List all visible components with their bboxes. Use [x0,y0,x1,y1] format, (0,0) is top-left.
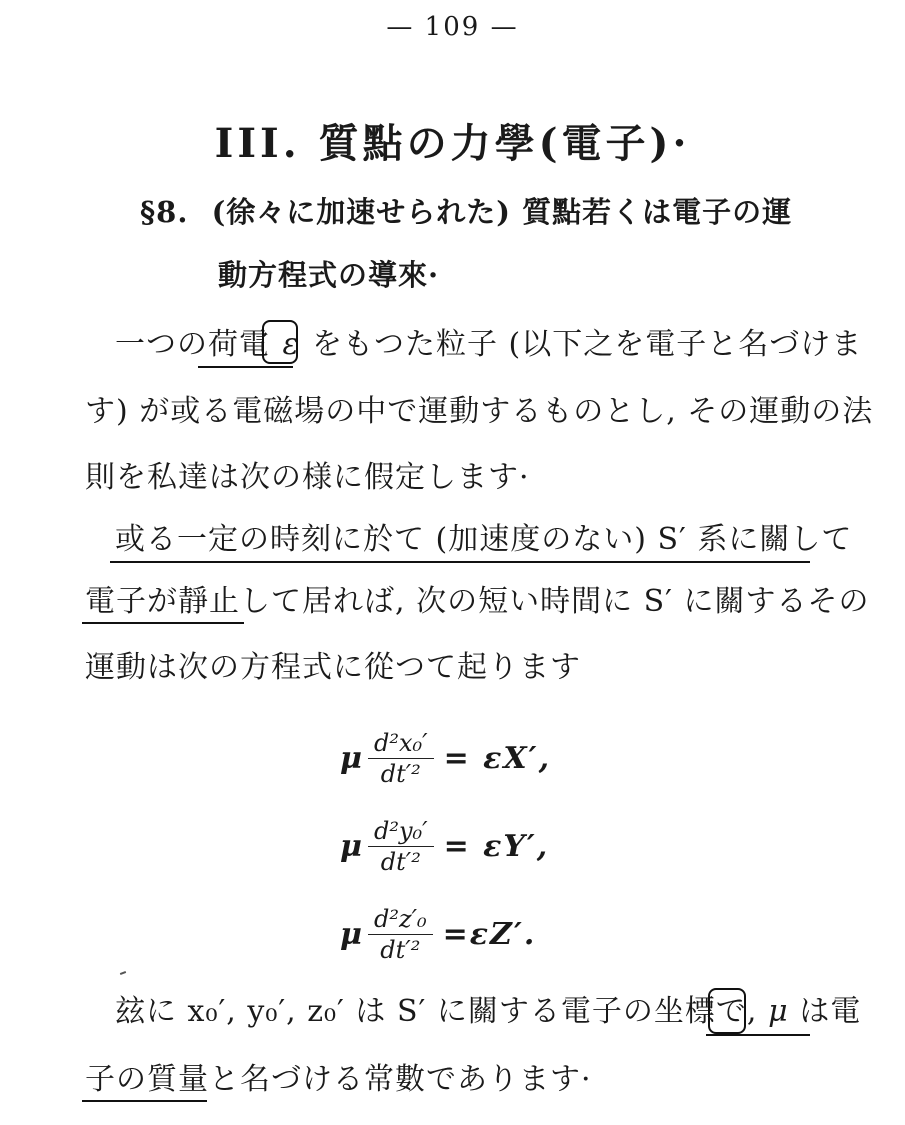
paragraph3-line2-rest: と名づける常數であります· [209,1062,592,1097]
section-heading-line2 [218,255,439,295]
equation-x-denominator: dt′² [380,759,421,788]
electron-at-rest: 電子が靜止 [85,584,240,619]
chapter-title: III. 質點の力學(電子)· [214,120,691,167]
equation-z-mu: μ [340,916,362,952]
equation-z-rhs: =εZ′. [442,916,537,952]
equation-x-mu: μ [340,740,362,776]
equation-z-denominator: dt′² [380,935,421,964]
equation-z-numerator: d²z′₀ [373,904,427,933]
paragraph1-line1 [115,325,862,365]
paragraph3-line1-underline [706,1034,810,1036]
equation-x-fraction [368,728,434,789]
equation-z [340,894,536,974]
charge-underline [198,366,293,368]
paragraph2-line2 [85,582,870,622]
equation-y-rhs: = εY′, [443,828,550,864]
section-title-line1: (徐々に加速せられた) 質點若くは電子の運 [211,195,793,229]
section-number: §8. [140,195,189,229]
paragraph3-text-a: 玆に x₀′, y₀′, z₀′ は S′ に關する電子の坐標で, [115,994,758,1029]
section-title-line2: 動方程式の導來· [218,258,440,292]
equation-y [340,806,549,886]
paragraph1-text-a: 一つの [115,327,208,362]
equation-z-fraction [368,904,433,965]
equation-x-numerator: d²x₀′ [373,728,428,757]
section-heading-line1 [140,192,792,232]
paragraph2-line1-underline [110,561,810,563]
paragraph3-line1 [115,992,861,1032]
paragraph3-line2-underline [82,1100,207,1102]
mass-symbol-box [708,988,746,1034]
paragraph3-text-b: は電 [799,994,862,1029]
mass-symbol: μ [768,994,789,1029]
equation-y-fraction [368,816,434,877]
page-number: — 109 — [386,12,519,42]
equation-x-rhs: = εX′, [443,740,552,776]
paragraph3-line2 [85,1060,592,1100]
equation-x [340,718,551,798]
charge-symbol-box [262,320,298,364]
charge-symbol: ε [282,327,300,362]
paragraph1-line3: 則を私達は次の様に假定します· [85,460,530,495]
scan-speck [120,971,126,975]
paragraph2-line2-rest: して居れば, 次の短い時間に S′ に關するその [240,584,870,619]
equation-y-numerator: d²y₀′ [373,816,428,845]
equation-y-mu: μ [340,828,362,864]
electron-mass-term: 子の質量 [85,1062,209,1097]
paragraph1-line2: す) が或る電磁場の中で運動するものとし, その運動の法 [85,394,874,429]
charge-term: 荷電 [208,327,270,362]
paragraph2-line3: 運動は次の方程式に從つて起ります [85,650,581,685]
paragraph1-text-c: をもつた粒子 (以下之を電子と名づけま [312,327,863,362]
equation-y-denominator: dt′² [380,847,421,876]
paragraph2-line2-underline [82,622,244,624]
paragraph2-line1: 或る一定の時刻に於て (加速度のない) S′ 系に關して [115,522,853,557]
